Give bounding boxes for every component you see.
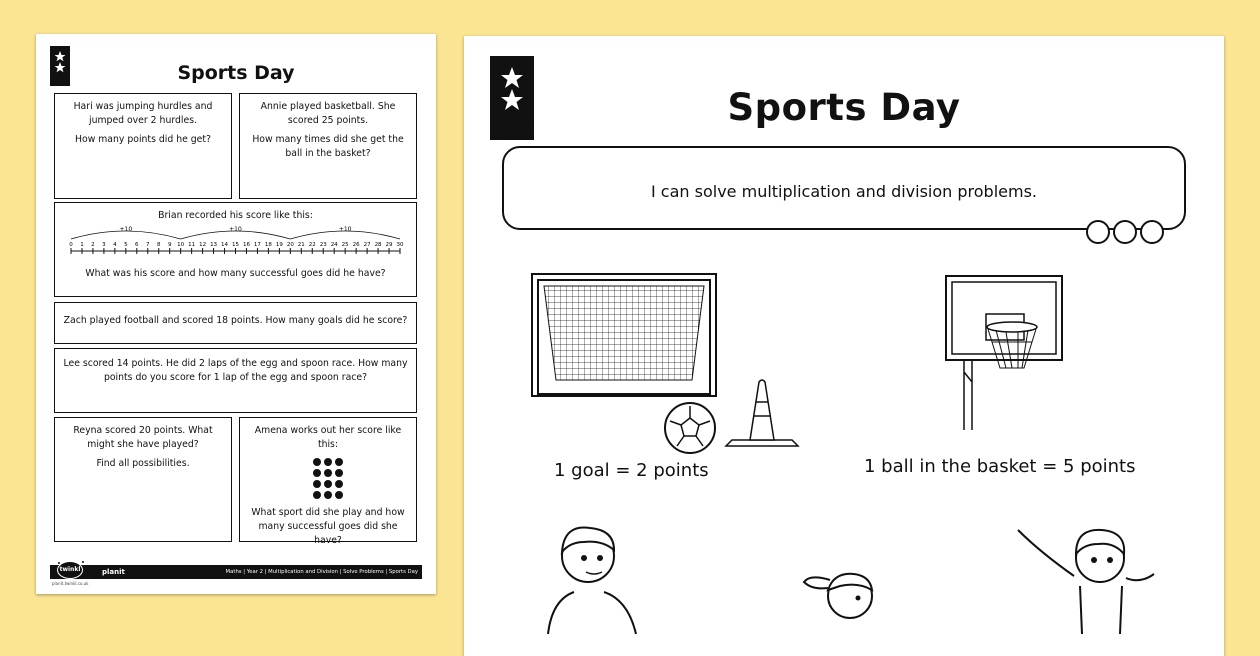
caption-goal: 1 goal = 2 points: [554, 460, 709, 481]
number-line: [63, 225, 408, 265]
brian-question: What was his score and how many successful goes did he have?: [85, 268, 386, 279]
question-reyna: [54, 417, 232, 542]
number-line-label: 1: [80, 242, 84, 248]
number-line-label: 15: [232, 242, 239, 248]
reyna-line1: Reyna scored 20 points. What: [73, 425, 213, 436]
boy-figure-right-icon: [1010, 512, 1160, 636]
brian-intro: Brian recorded his score like this:: [158, 210, 313, 221]
learning-objective: [502, 146, 1186, 230]
footer-text: Maths | Year 2 | Multiplication and Division | Solve Problems | Sports Day: [225, 569, 418, 575]
question-hari: [54, 93, 232, 199]
worksheet-thumbnail: [36, 34, 436, 594]
girl-figure-icon: [800, 560, 890, 636]
number-line-label: 11: [188, 242, 196, 248]
number-line-label: 0: [69, 242, 73, 248]
annie-question-line1: How many times did she get the: [252, 134, 404, 145]
page-title: Sports Day: [727, 86, 961, 129]
football-icon: [662, 400, 718, 456]
planit-logo: planit: [102, 568, 125, 576]
number-line-label: 9: [167, 242, 172, 248]
number-line-label: 20: [286, 242, 294, 248]
dot: [335, 480, 343, 488]
boy-figure-left-icon: [544, 516, 654, 636]
number-line-label: 22: [308, 242, 316, 248]
annie-line1: Annie played basketball. She: [260, 101, 396, 112]
number-line-label: 6: [135, 242, 139, 248]
hari-line1: Hari was jumping hurdles and: [73, 101, 213, 112]
dot: [313, 480, 321, 488]
dot: [335, 469, 343, 477]
caption-basket: 1 ball in the basket = 5 points: [864, 456, 1136, 477]
reyna-line3: Find all possibilities.: [96, 458, 190, 469]
question-lee: [54, 348, 417, 413]
amena-question-line2: many successful goes did she have?: [258, 521, 398, 546]
question-brian: [54, 202, 417, 297]
dot: [313, 491, 321, 499]
zach-text: Zach played football and scored 18 points. How many goals did he score?: [63, 315, 408, 326]
worksheet-title: Sports Day: [177, 62, 295, 84]
dot-array: [246, 458, 410, 499]
number-line-label: 3: [102, 242, 106, 248]
hari-question: How many points did he get?: [75, 134, 211, 145]
reyna-line2: might she have played?: [87, 439, 199, 450]
number-line-label: 29: [385, 242, 393, 248]
objective-text: I can solve multiplication and division problems.: [651, 182, 1037, 201]
number-line-label: 5: [124, 242, 128, 248]
question-zach: [54, 302, 417, 344]
number-line-label: 18: [264, 242, 272, 248]
hari-line2: jumped over 2 hurdles.: [88, 115, 197, 126]
dot: [324, 480, 332, 488]
cone-icon: [722, 376, 802, 448]
lee-line2: points do you score for 1 lap of the egg and spoon race?: [103, 372, 368, 383]
dot: [324, 458, 332, 466]
number-line-label: 21: [297, 242, 305, 248]
football-goal-icon: [530, 272, 720, 400]
number-line-label: 13: [210, 242, 218, 248]
number-line-label: 25: [341, 242, 349, 248]
amena-intro: Amena works out her score like this:: [254, 425, 402, 450]
amena-question-line1: What sport did she play and how: [251, 507, 405, 518]
number-line-label: 28: [374, 242, 382, 248]
dot: [313, 469, 321, 477]
number-line-label: 7: [146, 242, 150, 248]
lee-line1: Lee scored 14 points. He did 2 laps of the egg and spoon race. How many: [63, 358, 408, 369]
dot: [324, 469, 332, 477]
progress-circle: [1086, 220, 1110, 244]
question-amena: [239, 417, 417, 546]
annie-question-line2: ball in the basket?: [285, 148, 371, 159]
number-line-label: 24: [330, 242, 338, 248]
jump-label: +10: [338, 226, 352, 233]
annie-line2: scored 25 points.: [287, 115, 369, 126]
jump-label: +10: [119, 226, 133, 233]
number-line-label: 16: [242, 242, 250, 248]
dot: [313, 458, 321, 466]
number-line-label: 30: [396, 242, 404, 248]
number-line-label: 26: [352, 242, 360, 248]
number-line-label: 12: [199, 242, 207, 248]
number-line-label: 10: [177, 242, 185, 248]
number-line-label: 4: [113, 242, 117, 248]
number-line-label: 27: [363, 242, 371, 248]
number-line-label: 17: [253, 242, 261, 248]
progress-circles: [1086, 220, 1164, 244]
number-line-label: 8: [156, 242, 161, 248]
progress-circle: [1113, 220, 1137, 244]
dot: [335, 458, 343, 466]
jump-label: +10: [229, 226, 242, 233]
footer-bar: [50, 565, 422, 579]
number-line-label: 19: [275, 242, 283, 248]
progress-circle: [1140, 220, 1164, 244]
number-line-label: 2: [91, 242, 95, 248]
worksheet-page: [464, 36, 1224, 656]
number-line-label: 23: [319, 242, 327, 248]
footer-url: planit.twinkl.co.uk: [52, 581, 89, 586]
basketball-hoop-icon: [940, 272, 1070, 432]
twinkl-logo: twinkl: [57, 561, 83, 579]
dot: [324, 491, 332, 499]
question-annie: [239, 93, 417, 199]
dot: [335, 491, 343, 499]
number-line-label: 14: [221, 242, 229, 248]
